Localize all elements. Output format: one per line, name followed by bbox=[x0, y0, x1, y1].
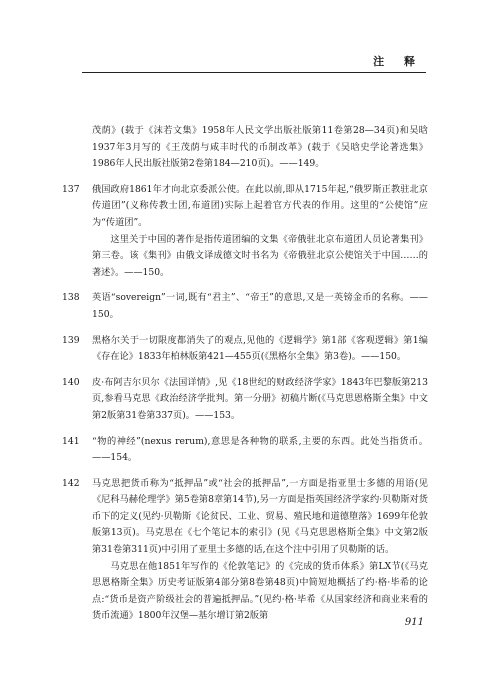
note-paragraph: 俄国政府1861年才向北京委派公使。在此以前,即从1715年起,“俄罗斯正教驻北京传道团”(义称传教士团,布道团)实际上起着官方代表的作用。这里的“公使馆”应为“传道团”。 bbox=[92, 183, 428, 228]
note-138 bbox=[62, 290, 428, 323]
note-number: 138 bbox=[62, 292, 80, 304]
notes-body bbox=[62, 123, 428, 634]
note-number: 141 bbox=[62, 435, 80, 447]
note-paragraph: 茂荫》(载于《沫若文集》1958年人民文学出版社版第11卷第28—34页)和吴晗1937年3月写的《王茂荫与咸丰时代的币制改革》(载于《吴晗史学论著选集》1986年人民出版社版第2卷第184—210页)。——149。 bbox=[92, 125, 428, 170]
note-continuation bbox=[62, 123, 428, 173]
header-rule bbox=[82, 72, 426, 73]
note-paragraph: 马克思把货币称为“抵押品”或“社会的抵押品”,一方面是指亚里士多德的用语(见《尼科马赫伦理学》第5卷第8章第14节),另一方面是指英国经济学家约·贝勒斯对货币下的定义(见约·贝勒斯《论贫民、工业、贸易、殖民地和道德堕落》1699年伦敦版第13页)。马克思在《七个笔记本的索引》(见《马克思恩格斯全集》中文第2版第31卷第311页)中引用了亚里士多德的话,在这个注中引用了贝勒斯的话。 bbox=[92, 477, 428, 556]
note-number: 140 bbox=[62, 376, 80, 388]
note-139 bbox=[62, 333, 428, 366]
page-number: 911 bbox=[404, 617, 424, 628]
note-paragraph: 黑格尔关于一切限度都消失了的观点,见他的《逻辑学》第1部《客观逻辑》第1编《存在论》1833年柏林版第421—455页(《黑格尔全集》第3卷)。——150。 bbox=[92, 334, 428, 363]
note-paragraph: 这里关于中国的著作是指传道团编的文集《帝俄驻北京布道团人员论著集刊》第三卷。该《集刊》由俄文译成德文时书名为《帝俄驻北京公使馆关于中国……的著述》。——150。 bbox=[92, 233, 428, 278]
note-141 bbox=[62, 434, 428, 467]
running-header: 注 释 bbox=[373, 55, 423, 68]
note-paragraph: “物的神经”(nexus rerum),意思是各种物的联系,主要的东西。此处当指货币。——154。 bbox=[92, 435, 428, 464]
note-137 bbox=[62, 182, 428, 282]
note-number: 142 bbox=[62, 477, 80, 489]
note-paragraph: 皮·布阿吉尔贝尔《法国详情》,见《18世纪的财政经济学家》1843年巴黎版第213页,参看马克思《政治经济学批判。第一分册》初稿片断(《马克思恩格斯全集》中文第2版第31卷第337页)。——153。 bbox=[92, 376, 428, 421]
note-number: 137 bbox=[62, 183, 80, 195]
note-140 bbox=[62, 375, 428, 425]
note-paragraph: 英语“sovereign”一词,既有“君主”、“帝王”的意思,又是一英镑金币的名称。——150。 bbox=[92, 292, 428, 320]
note-number: 139 bbox=[62, 334, 80, 346]
note-paragraph: 马克思在他1851年写作的《伦敦笔记》的《完成的货币体系》第LX节(《马克思恩格斯全集》历史考证版第4部分第8卷第48页)中简短地概括了约·格·毕希的论点:“货币是资产阶级社会的普遍抵押品。”(见约·格·毕希《从国家经济和商业来看的货币流通》1800年汉堡—基尔增订第2版第 bbox=[92, 560, 428, 622]
note-142 bbox=[62, 476, 428, 625]
